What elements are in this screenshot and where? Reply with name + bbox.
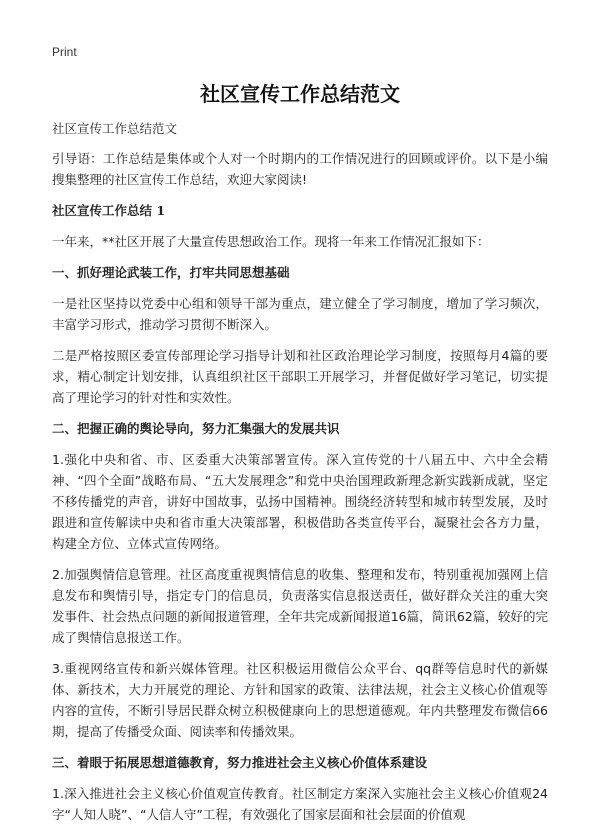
section-2-paragraph: 1.强化中央和省、市、区委重大决策部署宣传。深入宣传党的十八届五中、六中全会精神、“四个全面”战略布局、“五大发展理念”和党中央治国理政新理念新实践新成就，坚定不移传播党的声音，讲好中国故事，弘扬中国精神。围绕经济转型和城市转型发展，及时跟进和宣传解读中央和省市重大决策部署，积极借助各类宣传平台，凝聚社会各方力量，构建全方位、立体式宣传网络。 bbox=[52, 452, 548, 551]
print-link[interactable]: Print bbox=[52, 45, 77, 59]
section-1-paragraph: 一是社区坚持以党委中心组和领导干部为重点，建立健全了学习制度，增加了学习频次，丰富学习形式，推动学习贯彻不断深入。 bbox=[52, 296, 548, 332]
article-subtitle: 社区宣传工作总结范文 bbox=[52, 121, 178, 136]
summary-heading: 社区宣传工作总结 1 bbox=[52, 203, 166, 218]
section-1-heading: 一、抓好理论武装工作，打牢共同思想基础 bbox=[52, 265, 290, 280]
article-body bbox=[52, 118, 548, 835]
section-2-heading: 二、把握正确的舆论导向，努力汇集强大的发展共识 bbox=[52, 421, 340, 436]
section-2-paragraph: 3.重视网络宣传和新兴媒体管理。社区积极运用微信公众平台、qq群等信息时代的新媒体、新技术，大力开展党的理论、方针和国家的政策、法律法规，社会主义核心价值观等内容的宣传，不断引导居民群众树立积极健康向上的思想道德观。年内共整理发布微信66期，提高了传播受众面、阅读率和传播效果。 bbox=[52, 661, 548, 739]
intro-paragraph: 引导语：工作总结是集体或个人对一个时期内的工作情况进行的回顾或评价。以下是小编搜集整理的社区宣传工作总结，欢迎大家阅读! bbox=[52, 151, 548, 187]
section-3-heading: 三、着眼于拓展思想道德教育，努力推进社会主义核心价值体系建设 bbox=[52, 755, 428, 770]
page-title: 社区宣传工作总结范文 bbox=[200, 82, 400, 106]
section-2-paragraph: 2.加强舆情信息管理。社区高度重视舆情信息的收集、整理和发布，特别重视加强网上信息发布和舆情引导，指定专门的信息员，负责落实信息报送责任，做好群众关注的重大突发事件、社会热点问题的新闻报道管理，全年共完成新闻报道16篇，简讯62篇，较好的完成了舆情信息报送工作。 bbox=[52, 567, 548, 645]
opening-paragraph: 一年来，**社区开展了大量宣传思想政治工作。现将一年来工作情况汇报如下： bbox=[52, 234, 490, 249]
section-1-paragraph: 二是严格按照区委宣传部理论学习指导计划和社区政治理论学习制度，按照每月4篇的要求，精心制定计划安排，认真组织社区干部职工开展学习，并督促做好学习笔记，切实提高了理论学习的针对性和实效性。 bbox=[52, 348, 548, 405]
section-3-paragraph: 1.深入推进社会主义核心价值观宣传教育。社区制定方案深入实施社会主义核心价值观24字“人知人晓”、“人信人守”工程，有效强化了国家层面和社会层面的价值观 bbox=[52, 786, 548, 822]
